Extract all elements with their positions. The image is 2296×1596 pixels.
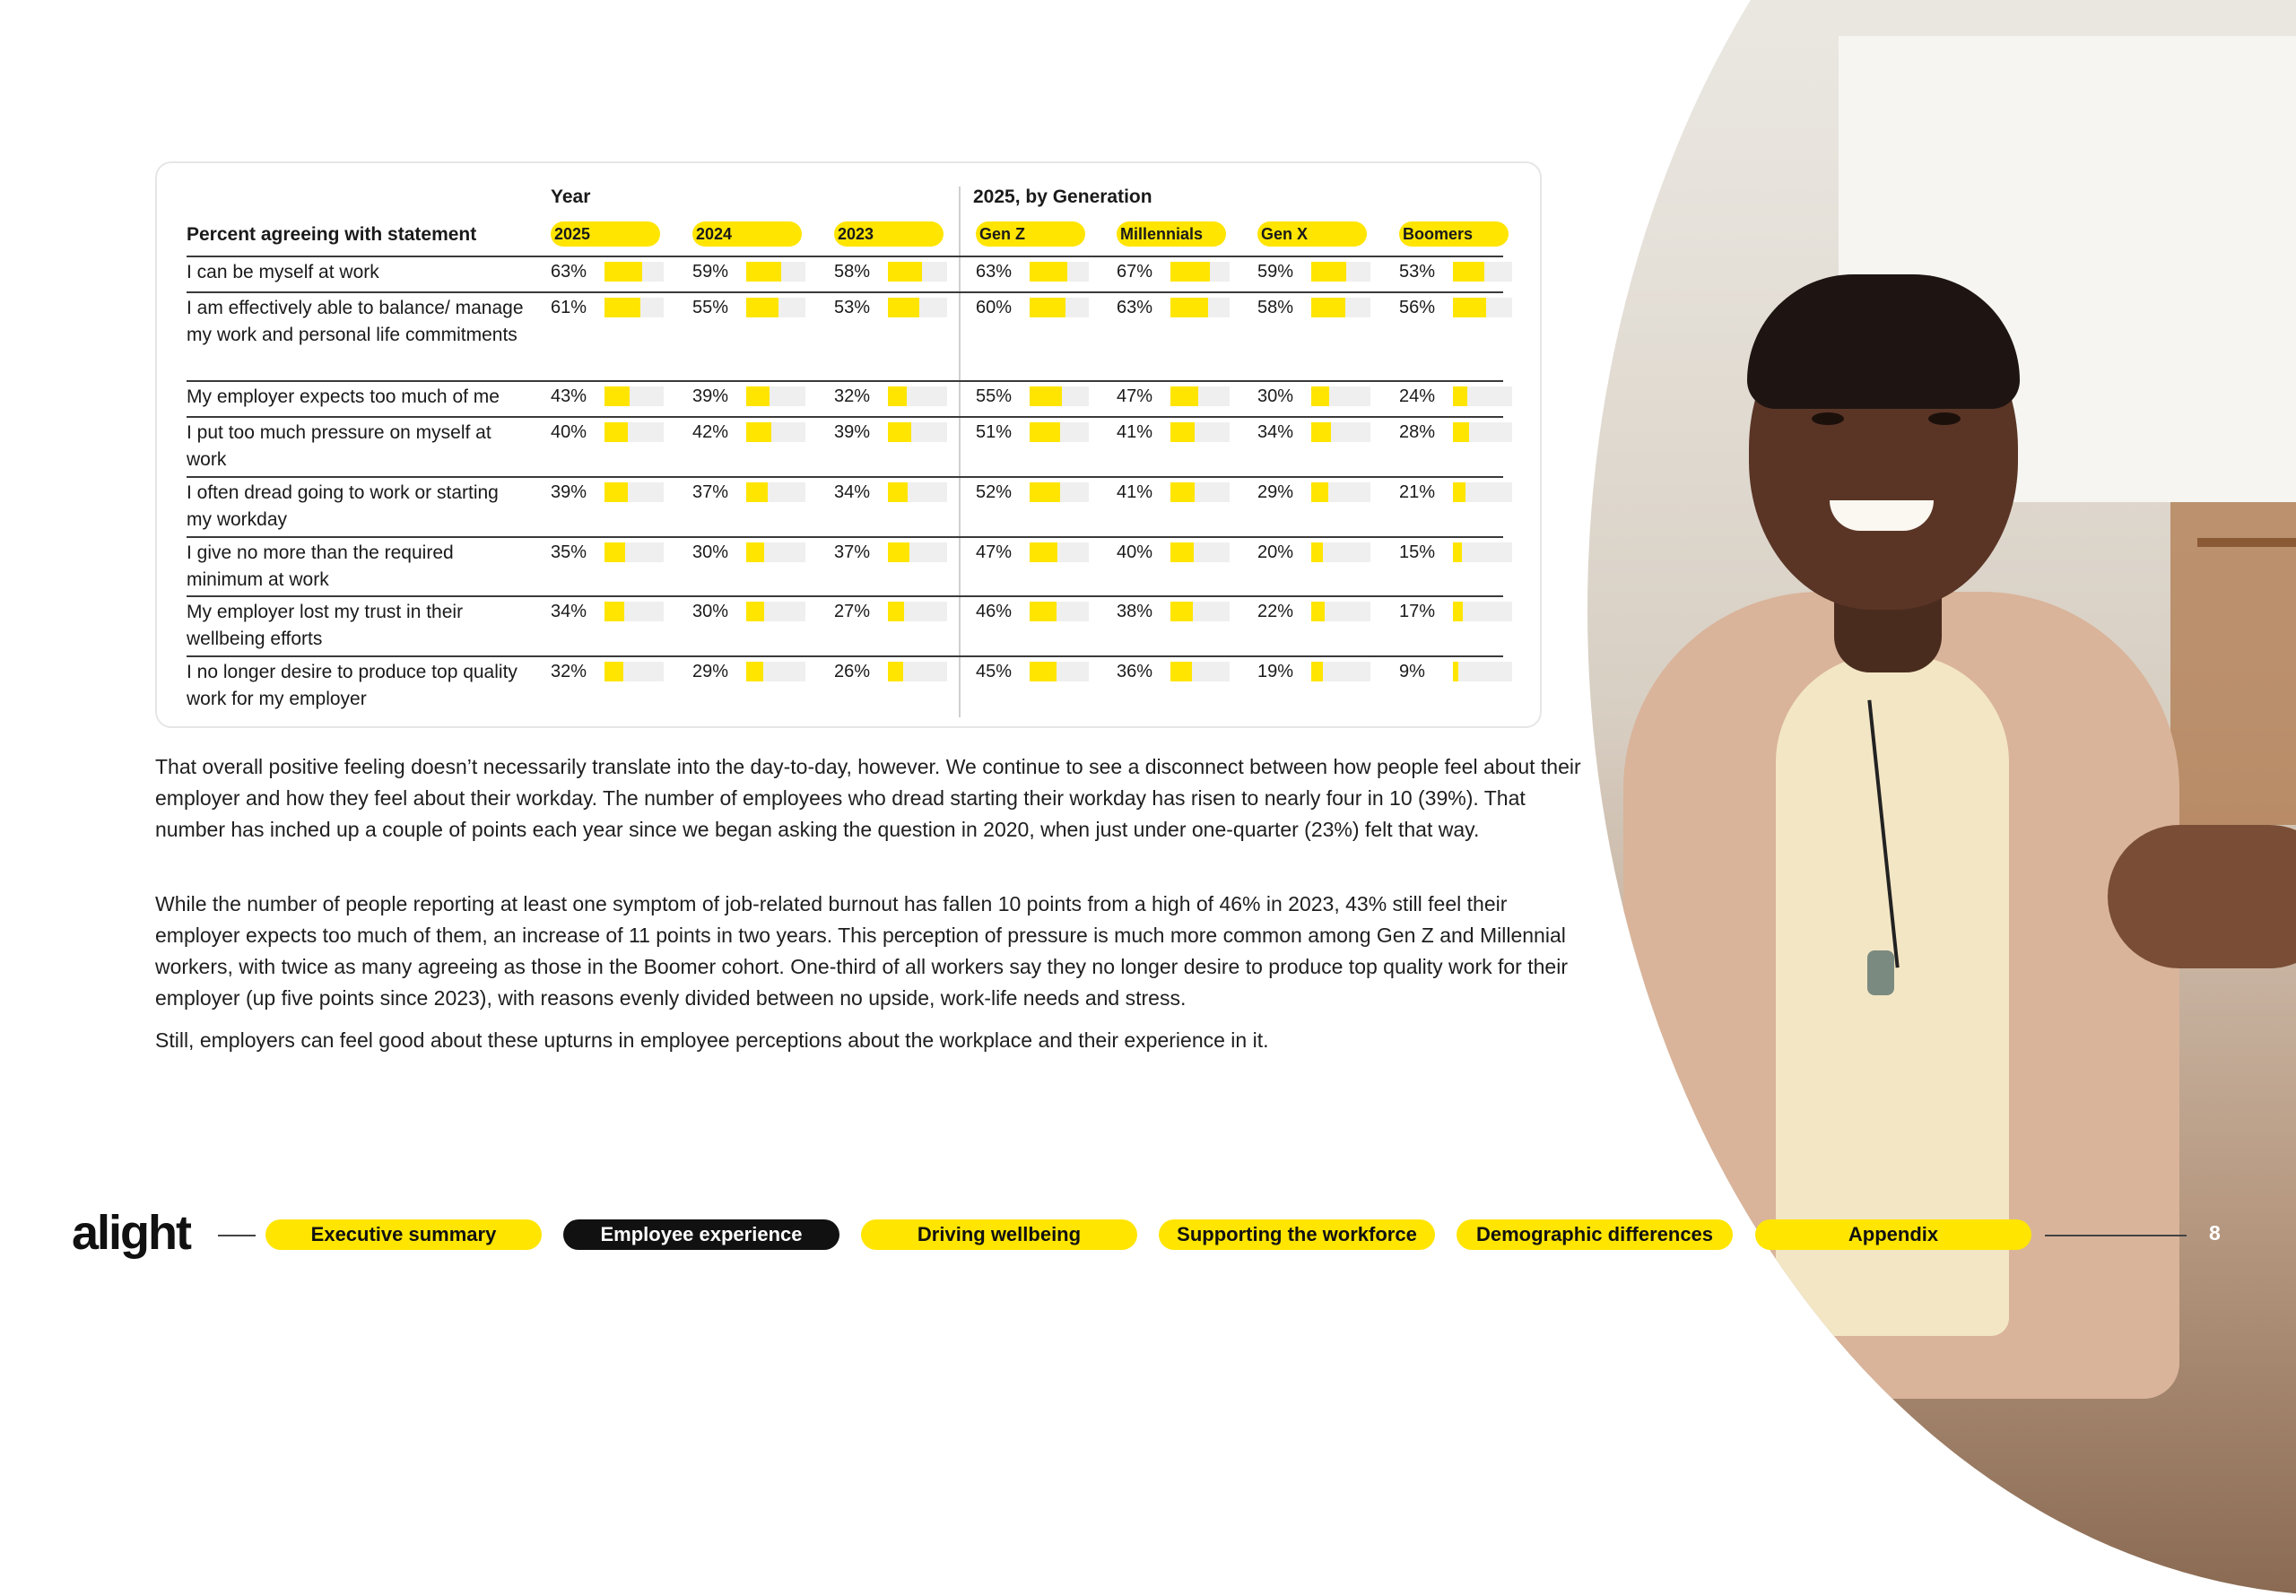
hero-photo [1587,0,2296,1596]
cell-bar-fill [746,602,764,621]
table-row [187,655,1503,709]
cell-bar-track [1030,386,1089,406]
cell-bar-fill [1030,602,1057,621]
cell-percent: 59% [692,262,729,282]
group-divider [959,186,961,717]
table-cell [551,601,660,622]
cell-bar-fill [746,298,778,317]
cell-percent: 53% [834,298,871,317]
cell-percent: 55% [976,386,1013,406]
cell-bar-track [604,386,664,406]
cell-percent: 21% [1399,482,1436,502]
cell-bar-track [1453,482,1512,502]
cell-percent: 40% [1117,542,1153,562]
table-cell [551,661,660,682]
cell-bar-track [1453,422,1512,442]
cell-percent: 39% [692,386,729,406]
cell-bar-track [746,662,805,681]
cell-bar-track [746,542,805,562]
cell-percent: 51% [976,422,1013,442]
cell-bar-track [604,482,664,502]
cell-bar-track [746,386,805,406]
cell-percent: 37% [834,542,871,562]
cell-bar-fill [1170,422,1195,442]
row-statement: I often dread going to work or starting my workday [187,482,499,530]
cell-bar-fill [1170,542,1194,562]
table-cell [692,297,802,318]
cell-percent: 60% [976,298,1013,317]
table-cell [1399,661,1509,682]
cell-percent: 35% [551,542,587,562]
table-cell [551,297,660,318]
cell-bar-track [1311,422,1370,442]
cell-bar-fill [604,542,625,562]
table-row [187,380,1503,407]
row-statement: I give no more than the required minimum at work [187,542,454,590]
table-cell [1399,261,1509,282]
cell-bar-fill [1170,262,1210,282]
cell-bar-track [1453,542,1512,562]
cell-bar-fill [888,298,919,317]
nav-tab-executive-summary[interactable]: Executive summary [265,1219,542,1250]
cell-percent: 46% [976,602,1013,621]
column-header-gen-x: Gen X [1257,221,1367,247]
table-cell [1257,261,1367,282]
cell-bar-fill [888,422,911,442]
column-header-2024: 2024 [692,221,802,247]
cell-bar-fill [604,386,630,406]
cell-bar-fill [1453,482,1465,502]
cell-percent: 34% [1257,422,1294,442]
cell-bar-fill [888,386,907,406]
cell-bar-track [746,482,805,502]
cell-bar-fill [1030,298,1065,317]
cell-bar-track [1311,602,1370,621]
cell-bar-track [604,602,664,621]
cell-bar-track [604,662,664,681]
table-cell [976,297,1085,318]
cell-bar-fill [1030,422,1060,442]
cell-percent: 58% [834,262,871,282]
cell-bar-track [604,262,664,282]
alight-logo[interactable]: alight [72,1206,190,1260]
cell-bar-fill [1453,542,1462,562]
cell-percent: 19% [1257,662,1294,681]
table-cell [1117,386,1226,407]
table-cell [1399,297,1509,318]
table-cell [834,386,944,407]
cell-percent: 32% [551,662,587,681]
paragraph-3: Still, employers can feel good about these upturns in employee perceptions about the workplace and their experience in it. [155,1028,1269,1052]
row-statement: I can be myself at work [187,262,379,282]
cell-percent: 52% [976,482,1013,502]
cell-percent: 40% [551,422,587,442]
table-cell [976,386,1085,407]
cell-bar-fill [1030,482,1060,502]
table-cell [1257,542,1367,563]
cell-bar-track [604,298,664,317]
cell-bar-track [746,422,805,442]
cell-percent: 42% [692,422,729,442]
cell-bar-fill [1170,662,1192,681]
table-cell [834,261,944,282]
cell-bar-track [888,602,947,621]
table-cell [1257,601,1367,622]
table-cell [551,542,660,563]
cell-bar-fill [888,602,904,621]
cell-bar-track [1030,662,1089,681]
group-title-year: Year [551,186,591,207]
cell-bar-fill [746,482,768,502]
table-cell [692,481,802,503]
cell-percent: 58% [1257,298,1294,317]
cell-bar-track [1453,662,1512,681]
cell-bar-fill [746,386,770,406]
table-cell [1117,261,1226,282]
cell-percent: 30% [692,542,729,562]
cell-percent: 24% [1399,386,1436,406]
cell-bar-fill [1311,602,1325,621]
table-cell [692,386,802,407]
cell-bar-track [1311,386,1370,406]
table-cell [834,542,944,563]
cell-percent: 63% [1117,298,1153,317]
cell-bar-fill [1453,386,1467,406]
cell-percent: 55% [692,298,729,317]
cell-percent: 59% [1257,262,1294,282]
cell-percent: 30% [1257,386,1294,406]
cell-bar-track [888,262,947,282]
nav-tab-driving-wellbeing[interactable]: Driving wellbeing [861,1219,1137,1250]
table-cell [1117,421,1226,443]
cell-bar-track [1311,482,1370,502]
cell-bar-track [1170,298,1230,317]
cell-bar-track [746,298,805,317]
table-cell [976,542,1085,563]
cell-bar-fill [746,662,763,681]
cell-percent: 41% [1117,422,1153,442]
cell-percent: 47% [976,542,1013,562]
column-header-2023: 2023 [834,221,944,247]
table-cell [1117,661,1226,682]
cell-percent: 61% [551,298,587,317]
cell-percent: 29% [1257,482,1294,502]
cell-bar-track [1453,386,1512,406]
cell-bar-fill [1311,542,1323,562]
nav-tab-supporting-the-workforce[interactable]: Supporting the workforce [1159,1219,1435,1250]
page-number: 8 [2209,1221,2221,1245]
cell-percent: 39% [551,482,587,502]
cell-percent: 43% [551,386,587,406]
table-cell [976,601,1085,622]
table-cell [1117,297,1226,318]
nav-divider-right [2045,1235,2187,1236]
cell-percent: 53% [1399,262,1436,282]
cell-percent: 27% [834,602,871,621]
cell-bar-track [1170,482,1230,502]
cell-bar-fill [604,422,628,442]
table-cell [1257,481,1367,503]
row-statement: I put too much pressure on myself at work [187,422,491,470]
nav-divider-left [218,1235,256,1236]
nav-tab-demographic-differences[interactable]: Demographic differences [1457,1219,1733,1250]
cell-bar-fill [888,662,903,681]
cell-percent: 37% [692,482,729,502]
table-cell [692,261,802,282]
cell-bar-track [888,542,947,562]
paragraph-2: While the number of people reporting at least one symptom of job-related burnout has fallen 10 points from a high of 46% in 2023, 43% still feel their employer expects too much of them, an increase of 11 points in two years. This perception of pressure is much more common among Gen Z and Millennial workers, with twice as many agreeing as those in the Boomer cohort. One-third of all workers say they no longer desire to produce top quality work for their employer (up five points since 2023), with reasons evenly divided between no upside, work-life needs and stress. [155,892,1568,1010]
table-cell [1117,542,1226,563]
cell-percent: 36% [1117,662,1153,681]
cell-percent: 29% [692,662,729,681]
table-cell [1257,661,1367,682]
table-cell [551,386,660,407]
table-row [187,536,1503,590]
cell-bar-fill [1453,602,1463,621]
cell-bar-track [888,298,947,317]
cell-percent: 38% [1117,602,1153,621]
cell-percent: 56% [1399,298,1436,317]
cell-bar-fill [1311,262,1346,282]
cell-bar-fill [604,602,624,621]
column-header-millennials: Millennials [1117,221,1226,247]
cell-bar-track [1030,262,1089,282]
cell-bar-fill [1311,298,1345,317]
cell-bar-track [1030,422,1089,442]
cell-percent: 63% [551,262,587,282]
cell-bar-fill [1311,386,1329,406]
cell-bar-track [1170,662,1230,681]
table-cell [976,481,1085,503]
cell-percent: 34% [551,602,587,621]
table-cell [976,261,1085,282]
table-cell [834,661,944,682]
row-statement: My employer lost my trust in their wellbeing efforts [187,602,464,649]
cell-percent: 67% [1117,262,1153,282]
table-cell [551,481,660,503]
row-statement: I am effectively able to balance/ manage my work and personal life commitments [187,298,524,345]
cell-bar-track [604,422,664,442]
cell-bar-fill [746,542,764,562]
cell-bar-track [1170,386,1230,406]
table-cell [1399,601,1509,622]
cell-bar-track [604,542,664,562]
group-title-generation: 2025, by Generation [973,186,1152,207]
table-cell [551,261,660,282]
cell-percent: 32% [834,386,871,406]
cell-percent: 63% [976,262,1013,282]
table-cell [1399,481,1509,503]
nav-tab-employee-experience[interactable]: Employee experience [563,1219,839,1250]
cell-percent: 41% [1117,482,1153,502]
table-cell [692,661,802,682]
cell-bar-fill [1453,298,1486,317]
table-cell [834,481,944,503]
cell-bar-fill [1170,482,1195,502]
cell-bar-fill [1453,662,1458,681]
cell-bar-fill [1311,662,1323,681]
table-cell [692,601,802,622]
cell-bar-track [888,386,947,406]
table-cell [551,421,660,443]
table-cell [1399,386,1509,407]
cell-bar-track [746,602,805,621]
table-cell [834,601,944,622]
table-cell [1117,481,1226,503]
row-statement: I no longer desire to produce top quality work for my employer [187,662,517,709]
cell-bar-fill [746,262,781,282]
table-cell [976,661,1085,682]
cell-percent: 39% [834,422,871,442]
cell-bar-track [1170,542,1230,562]
table-cell [834,421,944,443]
cell-bar-track [1311,298,1370,317]
cell-percent: 17% [1399,602,1436,621]
cell-bar-fill [1311,482,1328,502]
nav-tab-appendix[interactable]: Appendix [1755,1219,2031,1250]
column-header-2025: 2025 [551,221,660,247]
cell-bar-fill [604,298,640,317]
cell-percent: 20% [1257,542,1294,562]
cell-bar-track [1311,542,1370,562]
cell-bar-track [1170,602,1230,621]
cell-bar-fill [1030,662,1057,681]
cell-bar-track [888,482,947,502]
table-row [187,595,1503,649]
cell-bar-fill [1030,262,1067,282]
cell-bar-track [888,662,947,681]
cell-bar-track [1453,298,1512,317]
cell-bar-fill [1170,298,1208,317]
cell-bar-fill [1453,262,1484,282]
cell-bar-track [1453,602,1512,621]
cell-percent: 9% [1399,662,1425,681]
cell-percent: 28% [1399,422,1436,442]
cell-bar-fill [604,482,628,502]
cell-bar-track [1030,602,1089,621]
table-cell [1257,421,1367,443]
cell-bar-fill [1030,542,1057,562]
cell-bar-fill [888,542,909,562]
column-header-boomers: Boomers [1399,221,1509,247]
cell-bar-fill [746,422,771,442]
cell-bar-fill [1453,422,1469,442]
table-cell [1399,542,1509,563]
cell-bar-track [1311,262,1370,282]
cell-bar-track [1030,298,1089,317]
cell-bar-track [1030,542,1089,562]
cell-bar-track [1311,662,1370,681]
cell-bar-fill [1030,386,1062,406]
cell-bar-track [1170,422,1230,442]
statement-column-header: Percent agreeing with statement [187,224,477,245]
cell-percent: 47% [1117,386,1153,406]
cell-bar-fill [888,262,922,282]
cell-bar-fill [604,262,642,282]
table-row [187,416,1503,470]
column-header-gen-z: Gen Z [976,221,1085,247]
cell-percent: 26% [834,662,871,681]
table-cell [692,421,802,443]
table-cell [1117,601,1226,622]
cell-bar-track [746,262,805,282]
paragraph-1: That overall positive feeling doesn’t necessarily translate into the day-to-day, however. We continue to see a disconnect between how people feel about their employer and how they feel about their workday. The number of employees who dread starting their workday has risen to nearly four in 10 (39%). That number has inched up a couple of points each year since we began asking the question in 2020, when just under one-quarter (23%) felt that way. [155,755,1581,841]
cell-bar-track [1170,262,1230,282]
cell-bar-track [1030,482,1089,502]
table-row [187,291,1503,345]
cell-bar-fill [1170,602,1193,621]
table-cell [834,297,944,318]
cell-percent: 34% [834,482,871,502]
table-cell [976,421,1085,443]
cell-bar-track [888,422,947,442]
table-cell [692,542,802,563]
table-cell [1257,386,1367,407]
table-row [187,256,1503,282]
cell-percent: 30% [692,602,729,621]
row-statement: My employer expects too much of me [187,386,500,407]
cell-percent: 45% [976,662,1013,681]
table-row [187,476,1503,530]
cell-percent: 15% [1399,542,1436,562]
table-cell [1257,297,1367,318]
cell-bar-fill [888,482,908,502]
cell-bar-fill [1311,422,1331,442]
cell-bar-fill [604,662,623,681]
cell-bar-track [1453,262,1512,282]
cell-percent: 22% [1257,602,1294,621]
cell-bar-fill [1170,386,1198,406]
table-cell [1399,421,1509,443]
